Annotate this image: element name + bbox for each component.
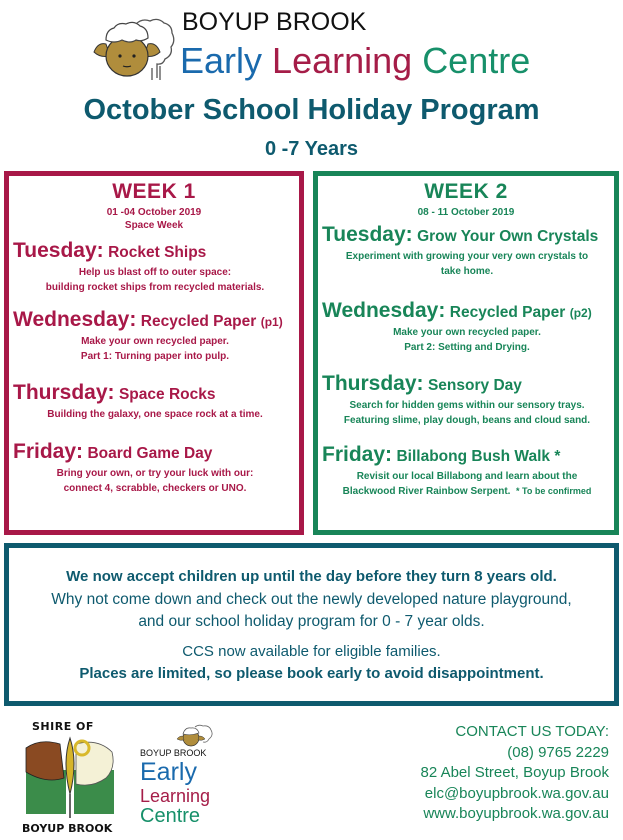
day-entry <box>13 239 297 295</box>
desc-line: Help us blast off to outer space: <box>78 267 232 278</box>
sheep-icon <box>175 724 215 748</box>
day-activity: Board Game Day <box>87 445 213 462</box>
desc-text: Blackwood River Rainbow Serpent. <box>342 486 511 497</box>
day-name: Wednesday: <box>322 299 446 322</box>
day-description <box>322 469 612 499</box>
day-entry <box>322 443 612 499</box>
contact-website[interactable]: www.boyupbrook.wa.gov.au <box>423 805 609 822</box>
desc-line: take home. <box>440 266 494 277</box>
desc-line: Search for hidden gems within our sensory trays. <box>349 400 585 411</box>
contact-email[interactable]: elc@boyupbrook.wa.gov.au <box>424 784 609 802</box>
day-description <box>13 407 297 422</box>
day-name: Tuesday: <box>13 239 104 262</box>
day-activity: Recycled Paper <box>140 313 257 330</box>
brand-word-learning: Learning <box>272 40 413 81</box>
day-name: Friday: <box>13 440 84 463</box>
sheep-icon <box>92 16 178 82</box>
day-description <box>322 398 612 428</box>
desc-line: Part 2: Setting and Drying. <box>404 342 530 353</box>
day-activity: Sensory Day <box>427 377 522 394</box>
brand-word-centre: Centre <box>422 40 531 81</box>
desc-line: Building the galaxy, one space rock at a time. <box>47 409 263 420</box>
day-name: Tuesday: <box>322 223 413 246</box>
week-theme: Space Week <box>124 220 184 231</box>
tbc-note: * To be confirmed <box>516 486 592 496</box>
small-brand-lines <box>140 786 210 826</box>
info-nature-playground: Why not come down and check out the newly developed nature playground, and our school holiday program for 0 - 7 year olds. <box>51 591 572 630</box>
day-activity: Grow Your Own Crystals <box>417 228 599 245</box>
day-name: Thursday: <box>322 372 424 395</box>
page-title: October School Holiday Program <box>83 94 540 126</box>
desc-line: Experiment with growing your very own crystals to <box>345 251 589 262</box>
day-activity: Recycled Paper <box>449 304 566 321</box>
desc-line: Bring your own, or try your luck with our: <box>56 468 254 479</box>
brand-word-early: Early <box>180 40 263 81</box>
shire-crest-icon <box>22 734 118 822</box>
day-entry <box>13 381 297 422</box>
brand-line-1: BOYUP BROOK <box>182 8 367 36</box>
info-age-policy: We now accept children up until the day before they turn 8 years old. <box>66 568 557 585</box>
desc-line <box>322 484 612 499</box>
day-description <box>13 466 297 496</box>
desc-line: Make your own recycled paper. <box>393 327 541 338</box>
week-2-box <box>313 171 619 535</box>
week-title: WEEK 1 <box>112 180 196 203</box>
info-book-early: Places are limited, so please book early to avoid disappointment. <box>79 665 544 682</box>
info-box <box>4 543 619 706</box>
desc-line: Part 1: Turning paper into pulp. <box>80 351 230 362</box>
day-description <box>13 265 297 295</box>
day-part: (p2) <box>569 306 592 320</box>
brand-line-2 <box>180 40 530 82</box>
day-name: Wednesday: <box>13 308 137 331</box>
page-subtitle: 0 -7 Years <box>264 138 359 160</box>
day-entry <box>13 308 297 364</box>
week-1-box <box>4 171 304 535</box>
day-activity: Space Rocks <box>118 386 216 403</box>
contact-phone[interactable]: (08) 9765 2229 <box>507 743 609 761</box>
small-brand-early: Early <box>140 758 197 786</box>
desc-line: building rocket ships from recycled materials. <box>45 282 265 293</box>
contact-block <box>421 722 609 825</box>
day-description <box>322 249 612 279</box>
day-description <box>13 334 297 364</box>
desc-line: Revisit our local Billabong and learn about the <box>356 471 578 482</box>
day-activity: Billabong Bush Walk * <box>396 448 561 465</box>
day-entry <box>322 299 612 355</box>
small-brand-line-1: BOYUP BROOK <box>140 748 207 758</box>
shire-bottom-text: BOYUP BROOK <box>22 822 113 835</box>
small-brand-learning: Learning <box>140 786 211 806</box>
contact-heading: CONTACT US TODAY: <box>455 723 609 740</box>
contact-address: 82 Abel Street, Boyup Brook <box>420 764 609 781</box>
elc-logo <box>92 4 552 84</box>
elc-logo-small <box>138 724 216 836</box>
small-brand-centre: Centre <box>140 805 201 827</box>
day-entry <box>322 372 612 428</box>
week-dates: 08 - 11 October 2019 <box>417 207 515 218</box>
shire-logo <box>22 720 122 835</box>
day-activity: Rocket Ships <box>108 244 207 261</box>
desc-line: Featuring slime, play dough, beans and cloud sand. <box>343 415 591 426</box>
day-entry <box>13 440 297 496</box>
day-name: Friday: <box>322 443 393 466</box>
day-name: Thursday: <box>13 381 115 404</box>
day-part: (p1) <box>260 315 283 329</box>
day-description <box>322 325 612 355</box>
week-dates: 01 -04 October 2019 <box>106 207 202 218</box>
week-title: WEEK 2 <box>424 180 508 203</box>
shire-top-text: SHIRE OF <box>32 720 94 733</box>
day-entry <box>322 223 612 279</box>
info-ccs: CCS now available for eligible families. <box>182 643 441 660</box>
desc-line: Make your own recycled paper. <box>81 336 229 347</box>
desc-line: connect 4, scrabble, checkers or UNO. <box>63 483 247 494</box>
